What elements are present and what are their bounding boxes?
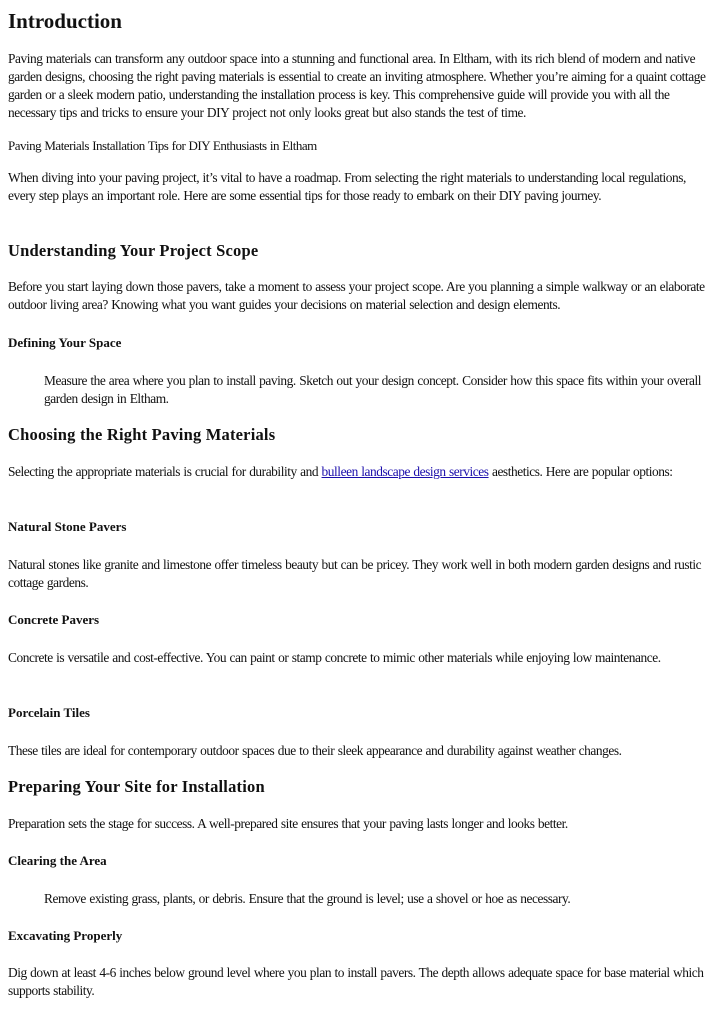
lead-paragraph: When diving into your paving project, it’s vital to have a roadmap. From selecting the right materials to understanding local regulations, every step plays an important role. Here are some essential tips for those ready to embark on their DIY paving journey.	[8, 170, 686, 203]
clearing-paragraph: Remove existing grass, plants, or debris. Ensure that the ground is level; use a shovel or hoe as necessary.	[44, 891, 571, 906]
porcelain-paragraph: These tiles are ideal for contemporary outdoor spaces due to their sleek appearance and durability against weather changes.	[8, 743, 622, 758]
defining-space-heading: Defining Your Space	[8, 335, 122, 350]
materials-heading: Choosing the Right Paving Materials	[8, 425, 276, 444]
materials-intro-text-end: aesthetics. Here are popular options:	[488, 464, 673, 479]
concrete-paragraph: Concrete is versatile and cost-effective. You can paint or stamp concrete to mimic other materials while enjoying low maintenance.	[8, 650, 661, 665]
excavating-heading: Excavating Properly	[8, 928, 123, 943]
materials-intro-text: Selecting the appropriate materials is crucial for durability and	[8, 464, 322, 479]
intro-paragraph: Paving materials can transform any outdoor space into a stunning and functional area. In Eltham, with its rich blend of modern and native garden designs, choosing the right paving materials is essential to create an inviting atmosphere. Whether you’re aiming for a quaint cottage garden or a sleek modern patio, understanding the installation process is key. This comprehensive guide will provide you with all the necessary tips and tricks to ensure your DIY project not only looks great but also stands the test of time.	[8, 51, 706, 120]
materials-intro	[8, 463, 712, 481]
scope-heading: Understanding Your Project Scope	[8, 241, 259, 260]
natural-stone-paragraph: Natural stones like granite and limestone offer timeless beauty but can be pricey. They work well in both modern garden designs and rustic cottage gardens.	[8, 557, 702, 590]
porcelain-heading: Porcelain Tiles	[8, 705, 90, 720]
preparing-heading: Preparing Your Site for Installation	[8, 777, 265, 796]
concrete-heading: Concrete Pavers	[8, 612, 100, 627]
page-subtitle: Paving Materials Installation Tips for DIY Enthusiasts in Eltham	[8, 138, 317, 153]
natural-stone-heading: Natural Stone Pavers	[8, 519, 127, 534]
clearing-heading: Clearing the Area	[8, 853, 107, 868]
introduction-heading: Introduction	[8, 9, 122, 33]
scope-paragraph: Before you start laying down those pavers, take a moment to assess your project scope. Are you planning a simple walkway or an elaborate outdoor living area? Knowing what you want guides your decisions on material selection and design elements.	[8, 279, 705, 312]
excavating-paragraph: Dig down at least 4-6 inches below ground level where you plan to install pavers. The depth allows adequate space for base material which supports stability.	[8, 965, 704, 998]
bulleen-landscape-link[interactable]: bulleen landscape design services	[321, 464, 489, 479]
defining-space-paragraph: Measure the area where you plan to install paving. Sketch out your design concept. Consider how this space fits within your overall garden design in Eltham.	[44, 373, 701, 406]
preparing-paragraph: Preparation sets the stage for success. A well-prepared site ensures that your paving lasts longer and looks better.	[8, 816, 568, 831]
